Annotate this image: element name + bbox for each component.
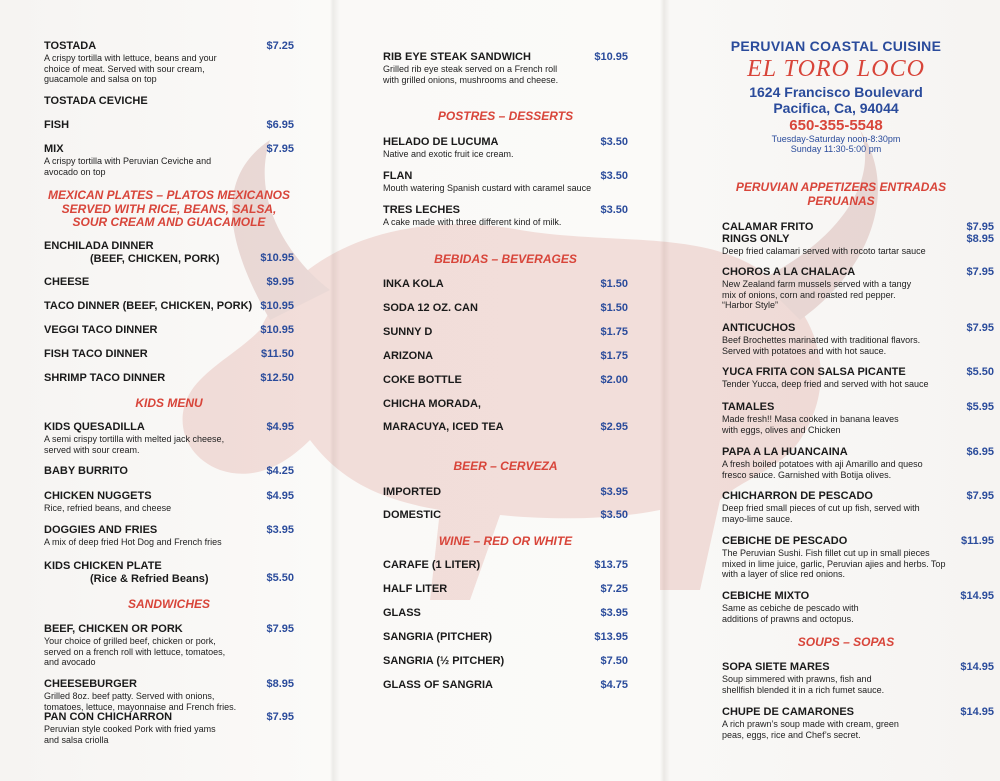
menu-item bbox=[383, 204, 628, 228]
item-price: $7.95 bbox=[966, 490, 994, 502]
item-price: $4.75 bbox=[600, 679, 628, 691]
menu-item bbox=[383, 559, 628, 572]
menu-item bbox=[44, 524, 294, 548]
menu-item bbox=[44, 324, 294, 337]
item-desc: A cake made with three different kind of milk. bbox=[383, 217, 562, 227]
item-price: $10.95 bbox=[594, 51, 628, 63]
hours-sunday: Sunday 11:30-5:00 pm bbox=[790, 144, 882, 154]
menu-item bbox=[383, 136, 628, 160]
item-name: SOPA SIETE MARES bbox=[722, 661, 830, 673]
item-name: FISH bbox=[44, 119, 70, 131]
item-price: $7.25 bbox=[266, 40, 294, 52]
menu-item bbox=[383, 374, 628, 387]
menu-item bbox=[44, 490, 294, 514]
item-name: CEBICHE DE PESCADO bbox=[722, 535, 848, 547]
section-heading: SOUPS – SOPAS bbox=[797, 635, 895, 649]
item-name: MIX bbox=[44, 143, 64, 155]
item-price: $1.50 bbox=[600, 302, 628, 314]
item-price: $10.95 bbox=[260, 300, 294, 312]
item-desc: Made fresh!! Masa cooked in banana leaves with eggs, olives and Chicken bbox=[722, 414, 899, 435]
item-name: CHUPE DE CAMARONES bbox=[722, 706, 855, 718]
item-name: PAN CON CHICHARRON bbox=[44, 711, 173, 723]
menu-item bbox=[383, 51, 628, 85]
item-price: $4.25 bbox=[266, 465, 294, 477]
item-price: $14.95 bbox=[960, 661, 994, 673]
item-name: TOSTADA bbox=[44, 40, 97, 52]
item-name: COKE BOTTLE bbox=[383, 374, 462, 386]
item-price: $10.95 bbox=[260, 252, 294, 264]
item-name: CHICHA MORADA, bbox=[383, 398, 481, 410]
item-name: CEBICHE MIXTO bbox=[722, 590, 810, 602]
item-desc: Same as cebiche de pescado with additions of prawns and octopus. bbox=[722, 603, 859, 624]
item-desc: Grilled 8oz. beef patty. Served with onions, tomatoes, lettuce, mayonnaise and French fries. bbox=[44, 691, 237, 712]
menu-item bbox=[383, 607, 628, 620]
item-name: RINGS ONLY bbox=[722, 233, 790, 245]
item-desc: Deep fried small pieces of cut up fish, served with mayo-lime sauce. bbox=[722, 503, 920, 524]
item-name: CHICKEN NUGGETS bbox=[44, 490, 152, 502]
item-name: SANGRIA (PITCHER) bbox=[383, 631, 492, 643]
item-price: $3.50 bbox=[600, 509, 628, 521]
menu-item bbox=[44, 372, 294, 385]
menu-item bbox=[722, 490, 994, 524]
section-heading: POSTRES – DESSERTS bbox=[437, 109, 574, 123]
menu-item bbox=[383, 655, 628, 668]
item-name: KIDS QUESADILLA bbox=[44, 421, 145, 433]
item-name: CHEESEBURGER bbox=[44, 678, 137, 690]
menu-item bbox=[722, 266, 994, 311]
item-name: KIDS CHICKEN PLATE bbox=[44, 560, 162, 572]
menu-item bbox=[44, 465, 294, 478]
item-desc: Soup simmered with prawns, fish and shellfish blended it in a rich fumet sauce. bbox=[722, 674, 885, 695]
menu-item bbox=[44, 623, 294, 668]
item-name: HELADO DE LUCUMA bbox=[383, 136, 499, 148]
item-name: CHICHARRON DE PESCADO bbox=[722, 490, 873, 502]
item-desc: Peruvian style cooked Pork with fried yams and salsa criolla bbox=[44, 724, 216, 745]
item-desc: A crispy tortilla with Peruvian Ceviche and avocado on top bbox=[44, 156, 212, 177]
column-left bbox=[44, 0, 294, 781]
item-name: SANGRIA (½ PITCHER) bbox=[383, 655, 505, 667]
section-heading: BEER – CERVEZA bbox=[453, 459, 558, 473]
column-right bbox=[722, 0, 994, 781]
item-price: $3.50 bbox=[600, 170, 628, 182]
item-price: $7.50 bbox=[600, 655, 628, 667]
item-name: GLASS bbox=[383, 607, 421, 619]
section-heading: KIDS MENU bbox=[135, 396, 203, 410]
item-name: FLAN bbox=[383, 170, 413, 182]
item-price: $7.95 bbox=[266, 143, 294, 155]
item-name: SODA 12 OZ. CAN bbox=[383, 302, 478, 314]
menu-item bbox=[722, 706, 994, 740]
item-price: $3.50 bbox=[600, 136, 628, 148]
city: Pacifica, Ca, 94044 bbox=[773, 100, 899, 116]
menu-item bbox=[722, 322, 994, 356]
menu-item bbox=[44, 421, 294, 455]
item-name: CALAMAR FRITO bbox=[722, 221, 814, 233]
item-name: CHOROS A LA CHALACA bbox=[722, 266, 856, 278]
item-desc: Tender Yucca, deep fried and served with hot sauce bbox=[722, 379, 929, 389]
section-heading: WINE – RED OR WHITE bbox=[438, 534, 573, 548]
item-price: $7.25 bbox=[600, 583, 628, 595]
restaurant-header bbox=[692, 38, 980, 154]
item-name: PAPA A LA HUANCAINA bbox=[722, 446, 848, 458]
item-desc: A fresh boiled potatoes with aji Amarillo and queso fresco sauce. Garnished with Botija olives. bbox=[722, 459, 923, 480]
item-name: BABY BURRITO bbox=[44, 465, 128, 477]
item-price: $6.95 bbox=[966, 446, 994, 458]
menu-item bbox=[44, 678, 294, 712]
menu-item bbox=[383, 326, 628, 339]
item-name: ARIZONA bbox=[383, 350, 434, 362]
menu-item bbox=[44, 711, 294, 745]
item-price: $4.95 bbox=[266, 490, 294, 502]
item-price: $7.95 bbox=[966, 266, 994, 278]
menu-item bbox=[44, 348, 294, 361]
item-subname: (Rice & Refried Beans) bbox=[90, 573, 209, 585]
menu-item bbox=[44, 119, 294, 132]
item-price: $13.75 bbox=[594, 559, 628, 571]
menu-item bbox=[44, 95, 294, 108]
item-price: $5.50 bbox=[966, 366, 994, 378]
item-price: $14.95 bbox=[960, 590, 994, 602]
menu-item bbox=[44, 240, 294, 266]
item-desc: Native and exotic fruit ice cream. bbox=[383, 149, 514, 159]
phone: 650-355-5548 bbox=[789, 117, 883, 134]
item-name: SHRIMP TACO DINNER bbox=[44, 372, 166, 384]
item-desc: Your choice of grilled beef, chicken or pork, served on a french roll with lettuce, tomatoes, and avocado bbox=[44, 636, 226, 667]
menu-item bbox=[383, 398, 628, 411]
item-name: CHEESE bbox=[44, 276, 90, 288]
item-desc: A crispy tortilla with lettuce, beans and your choice of meat. Served with sour cream, guacamole and salsa on top bbox=[44, 53, 217, 84]
item-price: $9.95 bbox=[266, 276, 294, 288]
item-price: $8.95 bbox=[966, 233, 994, 245]
item-price: $2.00 bbox=[600, 374, 628, 386]
item-name: TAMALES bbox=[722, 401, 775, 413]
menu-item bbox=[383, 302, 628, 315]
item-price: $1.50 bbox=[600, 278, 628, 290]
item-name: INKA KOLA bbox=[383, 278, 444, 290]
item-price: $7.95 bbox=[966, 221, 994, 233]
item-name: TOSTADA CEVICHE bbox=[44, 95, 148, 107]
item-price: $8.95 bbox=[266, 678, 294, 690]
item-price: $11.50 bbox=[260, 348, 294, 360]
menu-item bbox=[383, 486, 628, 499]
menu-item bbox=[44, 143, 294, 177]
item-name: HALF LITER bbox=[383, 583, 448, 595]
address: 1624 Francisco Boulevard bbox=[749, 84, 923, 100]
item-name: GLASS OF SANGRIA bbox=[383, 679, 494, 691]
section-heading: MEXICAN PLATES – PLATOS MEXICANOS SERVED WITH RICE, BEANS, SALSA, SOUR CREAM AND GUACAMOLE bbox=[47, 188, 291, 229]
menu-item bbox=[722, 233, 994, 257]
menu-item bbox=[44, 40, 294, 85]
menu-item bbox=[383, 583, 628, 596]
menu-item bbox=[722, 446, 994, 480]
item-name: CARAFE (1 LITER) bbox=[383, 559, 481, 571]
menu-item bbox=[722, 535, 994, 580]
item-name: MARACUYA, ICED TEA bbox=[383, 421, 504, 433]
menu-item bbox=[722, 661, 994, 695]
item-price: $13.95 bbox=[594, 631, 628, 643]
item-name: SUNNY D bbox=[383, 326, 433, 338]
menu-item bbox=[383, 278, 628, 291]
item-desc: Grilled rib eye steak served on a French roll with grilled onions, mushrooms and cheese. bbox=[383, 64, 559, 85]
item-desc: The Peruvian Sushi. Fish fillet cut up in small pieces mixed in lime juice, garlic, Peruvian ajies and herbs. Top with a layer of slice red onions. bbox=[722, 548, 946, 579]
menu-item bbox=[722, 590, 994, 624]
restaurant-logo: EL TORO LOCO bbox=[747, 56, 925, 82]
item-name: TACO DINNER (BEEF, CHICKEN, PORK) bbox=[44, 300, 253, 312]
hours-weekday: Tuesday-Saturday noon-8:30pm bbox=[771, 134, 901, 144]
menu-item bbox=[383, 350, 628, 363]
item-price: $3.95 bbox=[266, 524, 294, 536]
menu-item bbox=[44, 276, 294, 289]
item-desc: A mix of deep fried Hot Dog and French fries bbox=[44, 537, 222, 547]
item-desc: Beef Brochettes marinated with traditional flavors. Served with potatoes and with hot sauce. bbox=[722, 335, 921, 356]
item-name: DOMESTIC bbox=[383, 509, 442, 521]
item-price: $3.95 bbox=[600, 607, 628, 619]
menu-item bbox=[383, 631, 628, 644]
column-middle bbox=[383, 0, 628, 781]
item-price: $5.95 bbox=[966, 401, 994, 413]
section-heading: BEBIDAS – BEVERAGES bbox=[434, 252, 577, 266]
section-heading: SANDWICHES bbox=[127, 597, 210, 611]
item-name: ENCHILADA DINNER bbox=[44, 240, 154, 252]
cuisine-title: PERUVIAN COASTAL CUISINE bbox=[730, 38, 942, 54]
item-desc: Mouth watering Spanish custard with caramel sauce bbox=[383, 183, 592, 193]
item-price: $7.95 bbox=[966, 322, 994, 334]
item-price: $5.50 bbox=[266, 572, 294, 584]
menu-item bbox=[722, 401, 994, 435]
item-price: $10.95 bbox=[260, 324, 294, 336]
item-desc: A rich prawn’s soup made with cream, green peas, eggs, rice and Chef’s secret. bbox=[722, 719, 899, 740]
item-name: BEEF, CHICKEN OR PORK bbox=[44, 623, 183, 635]
item-price: $2.95 bbox=[600, 421, 628, 433]
item-name: FISH TACO DINNER bbox=[44, 348, 148, 360]
menu-item bbox=[383, 421, 628, 434]
item-desc: A semi crispy tortilla with melted jack cheese, served with sour cream. bbox=[44, 434, 225, 455]
item-price: $1.75 bbox=[600, 326, 628, 338]
menu-item bbox=[44, 560, 294, 586]
item-subname: (BEEF, CHICKEN, PORK) bbox=[90, 253, 220, 265]
item-name: VEGGI TACO DINNER bbox=[44, 324, 158, 336]
item-name: YUCA FRITA CON SALSA PICANTE bbox=[722, 366, 906, 378]
item-price: $7.95 bbox=[266, 711, 294, 723]
item-name: ANTICUCHOS bbox=[722, 322, 796, 334]
item-name: RIB EYE STEAK SANDWICH bbox=[383, 51, 531, 63]
item-price: $1.75 bbox=[600, 350, 628, 362]
menu-item bbox=[383, 509, 628, 522]
menu-item bbox=[722, 366, 994, 390]
item-price: $11.95 bbox=[960, 535, 994, 547]
item-desc: Deep fried calamari served with rocoto tartar sauce bbox=[722, 246, 926, 256]
item-desc: Rice, refried beans, and cheese bbox=[44, 503, 172, 513]
item-price: $14.95 bbox=[960, 706, 994, 718]
menu-item bbox=[44, 300, 294, 313]
item-price: $3.95 bbox=[600, 486, 628, 498]
item-name: TRES LECHES bbox=[383, 204, 461, 216]
item-name: IMPORTED bbox=[383, 486, 442, 498]
item-price: $7.95 bbox=[266, 623, 294, 635]
item-name: DOGGIES AND FRIES bbox=[44, 524, 158, 536]
item-desc: New Zealand farm mussels served with a tangy mix of onions, corn and roasted red pepper. “Harbor Style” bbox=[722, 279, 912, 310]
menu-item bbox=[383, 170, 628, 194]
section-heading: PERUVIAN APPETIZERS ENTRADAS PERUANAS bbox=[735, 180, 947, 208]
menu-item bbox=[383, 679, 628, 692]
item-price: $3.50 bbox=[600, 204, 628, 216]
item-price: $6.95 bbox=[266, 119, 294, 131]
item-price: $12.50 bbox=[260, 372, 294, 384]
item-price: $4.95 bbox=[266, 421, 294, 433]
